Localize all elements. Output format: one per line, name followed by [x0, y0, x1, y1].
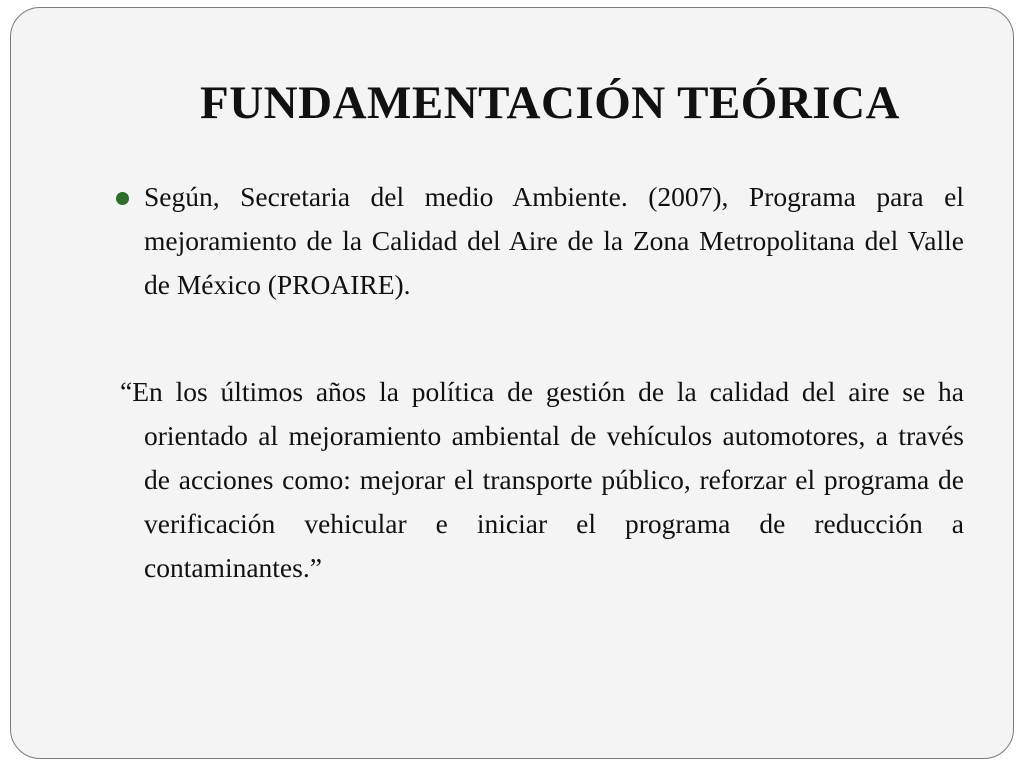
- bullet-paragraph: Según, Secretaria del medio Ambiente. (2007), Programa para el mejoramiento de la Calidad del Aire de la Zona Metropolitana del Valle de México (PROAIRE).: [144, 181, 964, 300]
- slide-title: FUNDAMENTACIÓN TEÓRICA: [200, 77, 900, 129]
- bullet-icon: [116, 192, 129, 205]
- quote-paragraph: “En los últimos años la política de gestión de la calidad del aire se ha orientado al mejoramiento ambiental de vehículos automotores, a través de acciones como: mejorar el transporte público, reforzar el programa de verificación vehicular e iniciar el programa de reducción a contaminantes.”: [120, 376, 964, 583]
